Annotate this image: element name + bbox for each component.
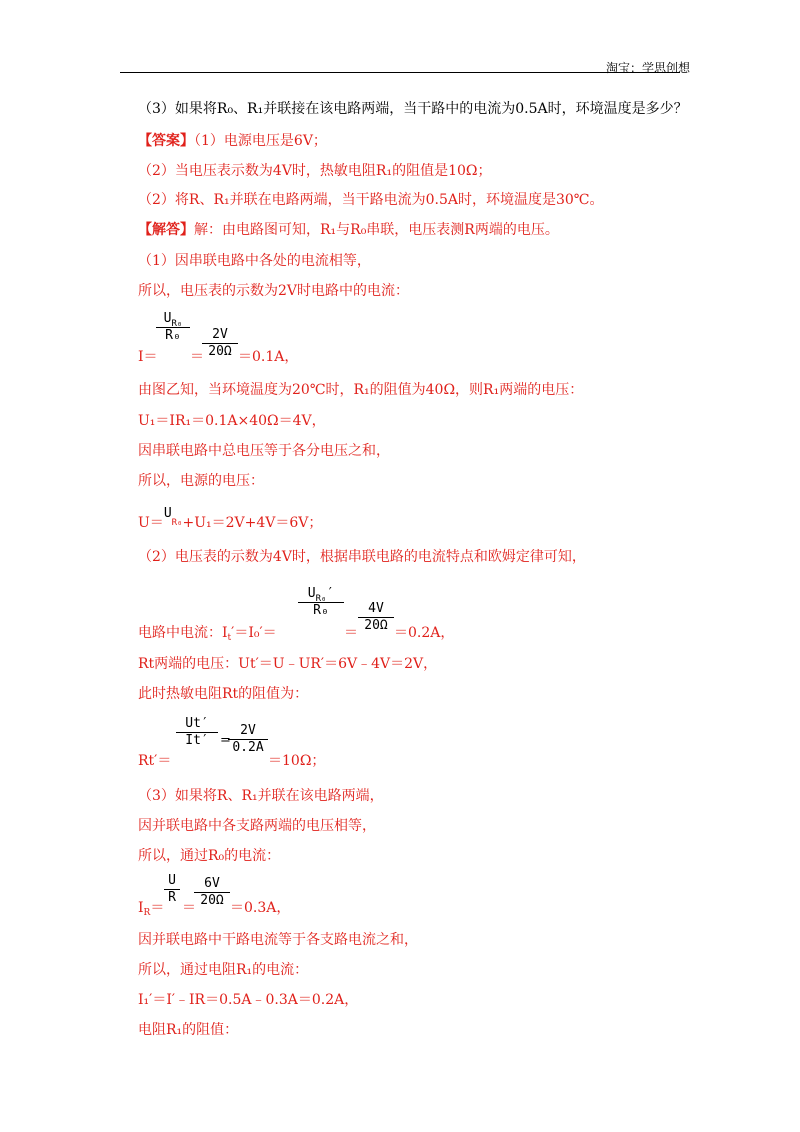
solution-step-2: 所以，电压表的示数为2V时电路中的电流： [138, 283, 410, 299]
formula-5-fraction-b: 6V 20Ω [194, 877, 230, 908]
solution-step-12: 此时热敏电阻Rt的阻值为： [138, 686, 309, 702]
formula-1-result: ＝0.1A， [238, 349, 299, 365]
answer-1: （1）电源电压是6V； [194, 133, 327, 149]
solution-intro-line [138, 222, 559, 238]
formula-5-result: ＝0.3A， [230, 900, 291, 916]
formula-1-fraction-b [202, 328, 238, 359]
answer-2: （2）当电压表示数为4V时，热敏电阻R₁的阻值是10Ω； [138, 163, 492, 179]
solution-step-20: I₁′＝I′﹣IR＝0.5A﹣0.3A＝0.2A， [138, 992, 359, 1008]
solution-tag: 【解答】 [138, 222, 194, 238]
solution-step-9: （2）电压表的示数为4V时，根据串联电路的电流特点和欧姆定律可知， [138, 549, 586, 565]
solution-step-4: 由图乙知，当环境温度为20℃时，R₁的阻值为40Ω，则R₁两端的电压： [138, 382, 584, 398]
answer-block-1 [138, 133, 327, 149]
solution-step-6: 因串联电路中总电压等于各分电压之和， [138, 443, 390, 459]
solution-step-19: 所以，通过电阻R₁的电流： [138, 962, 309, 978]
fraction-b-denominator: 20Ω [208, 344, 232, 359]
formula-3-fraction-b: 4V 20Ω [358, 602, 394, 633]
formula-3-equals: ＝ [344, 625, 358, 641]
question-3: （3）如果将R₀、R₁并联接在该电路两端，当干路中的电流为0.5A时，环境温度是多少？ [138, 101, 688, 117]
solution-step-14: （3）如果将R、R₁并联在该电路两端， [138, 788, 384, 804]
formula-4-fraction-b: 2V 0.2A [228, 724, 268, 755]
formula-5-equals: ＝ [182, 900, 196, 916]
formula-3-lead: 电路中电流：$I_t'=I_0'=$ [138, 625, 277, 643]
solution-step-1: （1）因串联电路中各处的电流相等， [138, 253, 371, 269]
fraction-a-denominator: R₀ [165, 328, 181, 343]
formula-1-equals: ＝ [190, 349, 204, 365]
solution-step-16: 所以，通过R₀的电流： [138, 848, 281, 864]
formula-4-lead: Rt′＝ [138, 753, 172, 769]
solution-step-5: U₁＝IR₁＝0.1A×40Ω＝4V， [138, 413, 326, 429]
solution-step-18: 因并联电路中干路电流等于各支路电流之和， [138, 932, 418, 948]
page-header-text: 淘宝：学思创想 [605, 61, 690, 75]
answer-3: （2）将R、R₁并联在电路两端，当干路电流为0.5A时，环境温度是30℃。 [138, 192, 604, 208]
formula-4-fraction-a: Ut′ It′ [176, 717, 218, 748]
formula-5-lead: $I_R=$ [138, 900, 165, 918]
header-rule [120, 72, 680, 73]
formula-4-result: ＝10Ω； [268, 753, 326, 769]
formula-1-lead: I＝ [138, 349, 158, 365]
formula-3-fraction-a: $U_{R_0}'$ R₀ [298, 587, 344, 618]
solution-step-11: Rt两端的电压：Ut′＝U﹣UR′＝6V﹣4V＝2V， [138, 656, 438, 672]
solution-step-21: 电阻R₁的阻值： [138, 1022, 239, 1038]
formula-2: U＝UR₀+U₁＝2V+4V＝6V； [138, 506, 323, 531]
formula-4-equals: = [220, 733, 231, 748]
fraction-a-numerator: $U_{R_0}$ [163, 311, 183, 329]
answer-tag: 【答案】 [138, 133, 194, 149]
formula-5-fraction-a: U R [164, 874, 180, 905]
solution-step-7: 所以，电源的电压： [138, 473, 264, 489]
solution-intro: 解：由电路图可知，R₁与R₀串联，电压表测R两端的电压。 [194, 222, 559, 238]
formula-1-fraction-a [156, 312, 190, 343]
solution-step-15: 因并联电路中各支路两端的电压相等， [138, 818, 376, 834]
fraction-b-numerator: 2V [212, 327, 228, 342]
formula-3-result: ＝0.2A， [394, 625, 455, 641]
